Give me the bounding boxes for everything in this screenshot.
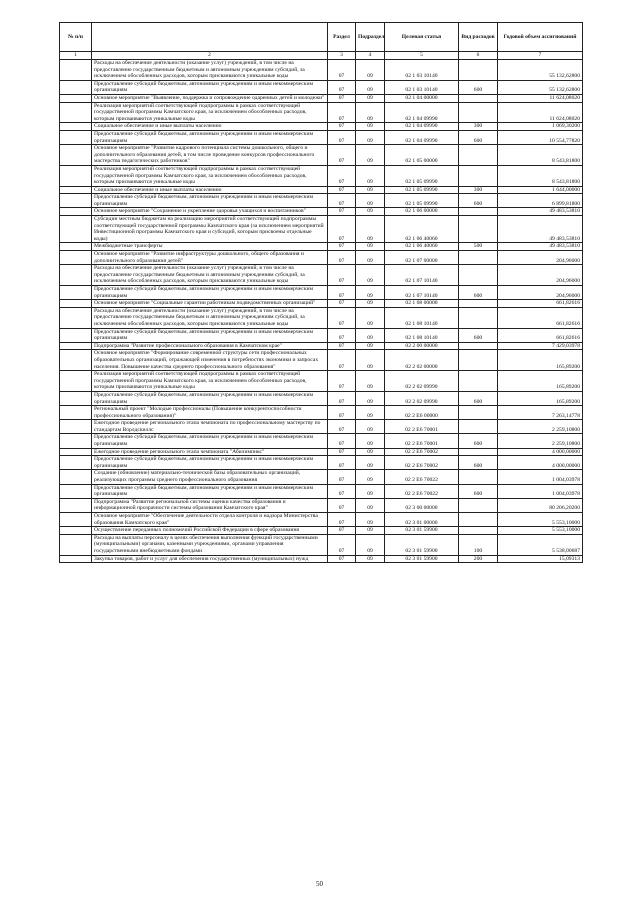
row-podrazdel: 09 bbox=[356, 80, 385, 94]
row-number-cell bbox=[60, 434, 92, 448]
row-number-cell bbox=[60, 456, 92, 470]
row-podrazdel: 09 bbox=[356, 498, 385, 512]
row-razdel: 07 bbox=[328, 145, 356, 166]
row-podrazdel: 09 bbox=[356, 342, 385, 350]
row-vid bbox=[459, 60, 498, 81]
header-name bbox=[92, 23, 328, 52]
row-razdel: 07 bbox=[328, 434, 356, 448]
row-vid bbox=[459, 527, 498, 535]
row-number-cell bbox=[60, 216, 92, 243]
row-amount: 7 429,03978 bbox=[498, 342, 583, 350]
row-number-cell bbox=[60, 80, 92, 94]
header-statya: Целевая статья bbox=[385, 23, 459, 52]
row-amount: 7 263,14778 bbox=[498, 406, 583, 420]
row-podrazdel: 09 bbox=[356, 391, 385, 405]
table-row bbox=[60, 286, 583, 300]
row-name: Реализация мероприятий соответствующей подпрограммы в рамках соответствующей государственной программы Камчатского края, за исключением обособленных расходов, которым присваиваются уникальные коды bbox=[92, 102, 328, 123]
column-number: 5 bbox=[385, 52, 459, 60]
table-row bbox=[60, 94, 583, 102]
row-statya: 02 2 E6 70001 bbox=[385, 420, 459, 434]
row-statya: 02 2 02 09990 bbox=[385, 371, 459, 392]
row-razdel: 07 bbox=[328, 80, 356, 94]
row-name: Предоставление субсидий бюджетным, автономным учреждениям и иным некоммерческим организациям bbox=[92, 286, 328, 300]
row-razdel: 07 bbox=[328, 186, 356, 194]
row-name: Предоставление субсидий бюджетным, автономным учреждениям и иным некоммерческим организациям bbox=[92, 456, 328, 470]
row-vid: 600 bbox=[459, 456, 498, 470]
row-razdel: 07 bbox=[328, 300, 356, 308]
table-row bbox=[60, 186, 583, 194]
row-podrazdel: 09 bbox=[356, 216, 385, 243]
row-statya: 02 3 00 00000 bbox=[385, 498, 459, 512]
row-razdel: 07 bbox=[328, 534, 356, 555]
row-name: Предоставление субсидий бюджетным, автономным учреждениям и иным некоммерческим организациям bbox=[92, 391, 328, 405]
table-row bbox=[60, 527, 583, 535]
row-amount: 11 624,08020 bbox=[498, 94, 583, 102]
row-vid bbox=[459, 342, 498, 350]
row-number-cell bbox=[60, 102, 92, 123]
row-statya: 02 2 E6 70002 bbox=[385, 456, 459, 470]
row-statya: 02 1 04 09990 bbox=[385, 130, 459, 144]
row-amount: 204,96000 bbox=[498, 251, 583, 265]
row-podrazdel: 09 bbox=[356, 513, 385, 527]
row-name: Закупка товаров, работ и услуг для обеспечения государственных (муниципальных) нужд bbox=[92, 555, 328, 563]
row-podrazdel: 09 bbox=[356, 194, 385, 208]
row-podrazdel: 09 bbox=[356, 243, 385, 251]
row-podrazdel: 09 bbox=[356, 555, 385, 563]
table-row bbox=[60, 300, 583, 308]
row-number-cell bbox=[60, 300, 92, 308]
row-number-cell bbox=[60, 243, 92, 251]
row-number-cell bbox=[60, 371, 92, 392]
row-amount: 661,82616 bbox=[498, 300, 583, 308]
row-vid: 600 bbox=[459, 434, 498, 448]
row-statya: 02 1 06 40060 bbox=[385, 243, 459, 251]
table-row bbox=[60, 251, 583, 265]
budget-table bbox=[59, 22, 583, 563]
row-amount: 1 004,03978 bbox=[498, 470, 583, 484]
row-name: Основное мероприятие "Обеспечение деятельности отдела контроля и надзора Министерства образования Камчатского края" bbox=[92, 513, 328, 527]
row-amount: 8 543,81800 bbox=[498, 165, 583, 186]
column-number: 4 bbox=[356, 52, 385, 60]
row-number-cell bbox=[60, 194, 92, 208]
row-razdel: 07 bbox=[328, 484, 356, 498]
row-amount: 165,89200 bbox=[498, 391, 583, 405]
row-name: Расходы на обеспечение деятельности (оказание услуг) учреждений, в том числе на предоставление государственным бюджетным и автономным учреждениям субсидий, за исключением обособленных расходов, которым присваиваются уникальные коды bbox=[92, 307, 328, 328]
table-row bbox=[60, 420, 583, 434]
row-amount: 49 483,53810 bbox=[498, 216, 583, 243]
row-vid bbox=[459, 513, 498, 527]
row-podrazdel: 09 bbox=[356, 307, 385, 328]
row-amount: 55 132,62800 bbox=[498, 80, 583, 94]
row-vid: 600 bbox=[459, 328, 498, 342]
row-name: Предоставление субсидий бюджетным, автономным учреждениям и иным некоммерческим организациям bbox=[92, 484, 328, 498]
row-vid bbox=[459, 406, 498, 420]
table-row bbox=[60, 484, 583, 498]
row-razdel: 07 bbox=[328, 391, 356, 405]
row-number-cell bbox=[60, 286, 92, 300]
table-row bbox=[60, 208, 583, 216]
row-statya: 02 2 E6 00000 bbox=[385, 406, 459, 420]
row-razdel: 07 bbox=[328, 342, 356, 350]
row-razdel: 07 bbox=[328, 251, 356, 265]
row-podrazdel: 09 bbox=[356, 251, 385, 265]
row-razdel: 07 bbox=[328, 165, 356, 186]
row-number-cell bbox=[60, 123, 92, 131]
table-row bbox=[60, 60, 583, 81]
row-statya: 02 1 05 09990 bbox=[385, 186, 459, 194]
row-vid bbox=[459, 265, 498, 286]
row-vid bbox=[459, 165, 498, 186]
row-vid bbox=[459, 448, 498, 456]
table-row bbox=[60, 448, 583, 456]
row-statya: 02 2 E6 70022 bbox=[385, 484, 459, 498]
row-amount: 2 259,10800 bbox=[498, 434, 583, 448]
row-number-cell bbox=[60, 251, 92, 265]
row-amount: 10 554,77820 bbox=[498, 130, 583, 144]
row-podrazdel: 09 bbox=[356, 534, 385, 555]
row-name: Осуществление переданных полномочий Российской Федерации в сфере образования bbox=[92, 527, 328, 535]
row-name: Основное мероприятие "Сохранение и укрепление здоровья учащихся и воспитанников" bbox=[92, 208, 328, 216]
row-vid: 300 bbox=[459, 123, 498, 131]
row-podrazdel: 09 bbox=[356, 186, 385, 194]
row-razdel: 07 bbox=[328, 102, 356, 123]
row-razdel: 07 bbox=[328, 265, 356, 286]
row-podrazdel: 09 bbox=[356, 165, 385, 186]
row-number-cell bbox=[60, 470, 92, 484]
row-podrazdel: 09 bbox=[356, 484, 385, 498]
row-name: Региональный проект "Молодые профессионалы (Повышение конкурентоспособности профессионального образования)" bbox=[92, 406, 328, 420]
row-number-cell bbox=[60, 208, 92, 216]
table-row bbox=[60, 165, 583, 186]
row-vid: 600 bbox=[459, 80, 498, 94]
row-statya: 02 2 E6 70022 bbox=[385, 470, 459, 484]
row-name: Основное мероприятие "Выявление, поддержка и сопровождение одаренных детей и молодежи" bbox=[92, 94, 328, 102]
row-podrazdel: 09 bbox=[356, 130, 385, 144]
table-row bbox=[60, 123, 583, 131]
row-podrazdel: 09 bbox=[356, 406, 385, 420]
row-podrazdel: 09 bbox=[356, 328, 385, 342]
row-razdel: 07 bbox=[328, 60, 356, 81]
row-number-cell bbox=[60, 60, 92, 81]
row-statya: 02 1 04 00000 bbox=[385, 94, 459, 102]
row-amount: 204,96000 bbox=[498, 286, 583, 300]
column-number-row bbox=[60, 52, 583, 60]
row-amount: 5 553,10000 bbox=[498, 527, 583, 535]
row-name: Основное мероприятие "Развитие инфраструктуры дошкольного, общего образования и дополнительного образования детей" bbox=[92, 251, 328, 265]
row-number-cell bbox=[60, 265, 92, 286]
row-statya: 02 3 01 59900 bbox=[385, 534, 459, 555]
table-row bbox=[60, 265, 583, 286]
table-row bbox=[60, 434, 583, 448]
table-row bbox=[60, 534, 583, 555]
row-amount: 1 069,30200 bbox=[498, 123, 583, 131]
row-name: Предоставление субсидий бюджетным, автономным учреждениям и иным некоммерческим организациям bbox=[92, 80, 328, 94]
row-amount: 49 483,53810 bbox=[498, 208, 583, 216]
table-row bbox=[60, 328, 583, 342]
row-statya: 02 3 01 59900 bbox=[385, 555, 459, 563]
row-vid bbox=[459, 102, 498, 123]
row-vid: 500 bbox=[459, 243, 498, 251]
table-row bbox=[60, 307, 583, 328]
row-razdel: 07 bbox=[328, 307, 356, 328]
row-number-cell bbox=[60, 328, 92, 342]
table-row bbox=[60, 513, 583, 527]
row-podrazdel: 09 bbox=[356, 434, 385, 448]
row-vid: 600 bbox=[459, 130, 498, 144]
row-podrazdel: 09 bbox=[356, 420, 385, 434]
row-podrazdel: 09 bbox=[356, 94, 385, 102]
row-number-cell bbox=[60, 186, 92, 194]
row-number-cell bbox=[60, 448, 92, 456]
row-number-cell bbox=[60, 94, 92, 102]
row-name: Реализация мероприятий соответствующей подпрограммы в рамках соответствующей государственной программы Камчатского края, за исключением обособленных расходов, которым присваиваются уникальные коды bbox=[92, 371, 328, 392]
row-name: Социальное обеспечение и иные выплаты населению bbox=[92, 123, 328, 131]
row-number-cell bbox=[60, 145, 92, 166]
table-row bbox=[60, 498, 583, 512]
row-statya: 02 1 06 00000 bbox=[385, 208, 459, 216]
row-name: Субсидии местным бюджетам на реализацию мероприятий соответствующей подпрограммы соответствующей государственной программы Камчатского края (за исключением мероприятий Инвестиционной программы Камчатского края и субсидий, которым присвоены отдельные коды) bbox=[92, 216, 328, 243]
row-statya: 02 1 03 10140 bbox=[385, 60, 459, 81]
column-number: 7 bbox=[498, 52, 583, 60]
row-number-cell bbox=[60, 307, 92, 328]
row-statya: 02 1 08 00000 bbox=[385, 300, 459, 308]
row-razdel: 07 bbox=[328, 527, 356, 535]
table-row bbox=[60, 102, 583, 123]
table-row bbox=[60, 216, 583, 243]
row-podrazdel: 09 bbox=[356, 350, 385, 371]
row-amount: 165,89200 bbox=[498, 371, 583, 392]
row-podrazdel: 09 bbox=[356, 208, 385, 216]
row-number-cell bbox=[60, 534, 92, 555]
row-number-cell bbox=[60, 513, 92, 527]
row-vid bbox=[459, 470, 498, 484]
row-vid bbox=[459, 300, 498, 308]
row-statya: 02 2 00 00000 bbox=[385, 342, 459, 350]
row-podrazdel: 09 bbox=[356, 448, 385, 456]
row-podrazdel: 09 bbox=[356, 60, 385, 81]
row-name: Подпрограмма "Развитие профессионального образования в Камчатском крае" bbox=[92, 342, 328, 350]
table-row bbox=[60, 555, 583, 563]
row-razdel: 07 bbox=[328, 208, 356, 216]
row-amount: 2 259,10800 bbox=[498, 420, 583, 434]
table-row bbox=[60, 371, 583, 392]
row-razdel: 07 bbox=[328, 328, 356, 342]
row-podrazdel: 09 bbox=[356, 102, 385, 123]
row-amount: 11 624,08020 bbox=[498, 102, 583, 123]
row-amount: 8 543,81800 bbox=[498, 145, 583, 166]
row-vid bbox=[459, 216, 498, 243]
row-podrazdel: 09 bbox=[356, 470, 385, 484]
page-number: 50 bbox=[316, 880, 323, 888]
row-podrazdel: 09 bbox=[356, 527, 385, 535]
row-number-cell bbox=[60, 555, 92, 563]
row-podrazdel: 09 bbox=[356, 300, 385, 308]
row-vid bbox=[459, 420, 498, 434]
row-vid: 600 bbox=[459, 484, 498, 498]
row-amount: 1 644,00000 bbox=[498, 186, 583, 194]
row-podrazdel: 09 bbox=[356, 265, 385, 286]
row-razdel: 07 bbox=[328, 94, 356, 102]
row-statya: 02 1 07 10140 bbox=[385, 265, 459, 286]
row-statya: 02 1 05 09990 bbox=[385, 165, 459, 186]
row-statya: 02 1 08 10140 bbox=[385, 328, 459, 342]
row-vid bbox=[459, 371, 498, 392]
row-statya: 02 1 05 09990 bbox=[385, 194, 459, 208]
table-row bbox=[60, 391, 583, 405]
row-statya: 02 1 05 00000 bbox=[385, 145, 459, 166]
row-podrazdel: 09 bbox=[356, 123, 385, 131]
row-name: Расходы на обеспечение деятельности (оказание услуг) учреждений, в том числе на предоставление государственным бюджетным и автономным учреждениям субсидий, за исключением обособленных расходов, которым присваиваются уникальные коды bbox=[92, 265, 328, 286]
row-razdel: 07 bbox=[328, 470, 356, 484]
row-number-cell bbox=[60, 498, 92, 512]
row-name: Предоставление субсидий бюджетным, автономным учреждениям и иным некоммерческим организациям bbox=[92, 328, 328, 342]
row-razdel: 07 bbox=[328, 194, 356, 208]
row-podrazdel: 09 bbox=[356, 371, 385, 392]
table-row bbox=[60, 456, 583, 470]
row-number-cell bbox=[60, 130, 92, 144]
row-number-cell bbox=[60, 420, 92, 434]
table-row bbox=[60, 80, 583, 94]
row-vid: 600 bbox=[459, 286, 498, 300]
row-razdel: 07 bbox=[328, 123, 356, 131]
column-number: 6 bbox=[459, 52, 498, 60]
row-name: Основное мероприятие "Социальные гарантии работникам подведомственных организаций" bbox=[92, 300, 328, 308]
table-row bbox=[60, 342, 583, 350]
row-name: Реализация мероприятий соответствующей подпрограммы в рамках соответствующей государственной программы Камчатского края, за исключением обособленных расходов, которым присваиваются уникальные коды bbox=[92, 165, 328, 186]
row-name: Ежегодное проведение регионального этапа чемпионата по профессиональному мастерству по стандартам Ворлдскиллс bbox=[92, 420, 328, 434]
row-name: Предоставление субсидий бюджетным, автономным учреждениям и иным некоммерческим организациям bbox=[92, 130, 328, 144]
header-vid: Вид расходов bbox=[459, 23, 498, 52]
row-razdel: 07 bbox=[328, 130, 356, 144]
row-razdel: 07 bbox=[328, 448, 356, 456]
row-statya: 02 1 08 10140 bbox=[385, 307, 459, 328]
row-statya: 02 2 02 09990 bbox=[385, 391, 459, 405]
row-name: Расходы на обеспечение деятельности (оказание услуг) учреждений, в том числе на предоставление государственным бюджетным и автономным учреждениям субсидий, за исключением обособленных расходов, которым присваиваются уникальные коды bbox=[92, 60, 328, 81]
row-vid: 600 bbox=[459, 391, 498, 405]
row-amount: 6 899,81800 bbox=[498, 194, 583, 208]
row-vid: 100 bbox=[459, 534, 498, 555]
row-amount: 5 538,00687 bbox=[498, 534, 583, 555]
table-row bbox=[60, 130, 583, 144]
row-amount: 165,89200 bbox=[498, 350, 583, 371]
header-podrazdel: Подраздел bbox=[356, 23, 385, 52]
row-number-cell bbox=[60, 342, 92, 350]
row-vid bbox=[459, 350, 498, 371]
row-razdel: 07 bbox=[328, 555, 356, 563]
row-name: Создание (обновление) материально-технической базы образовательных организаций, реализующих программы среднего профессионального образования bbox=[92, 470, 328, 484]
row-number-cell bbox=[60, 484, 92, 498]
row-statya: 02 2 E6 70001 bbox=[385, 434, 459, 448]
row-name: Предоставление субсидий бюджетным, автономным учреждениям и иным некоммерческим организациям bbox=[92, 434, 328, 448]
row-statya: 02 1 06 40060 bbox=[385, 216, 459, 243]
row-number-cell bbox=[60, 165, 92, 186]
table-row bbox=[60, 406, 583, 420]
row-razdel: 07 bbox=[328, 406, 356, 420]
row-razdel: 07 bbox=[328, 498, 356, 512]
row-name: Межбюджетные трансферты bbox=[92, 243, 328, 251]
row-number-cell bbox=[60, 406, 92, 420]
header-razdel: Раздел bbox=[328, 23, 356, 52]
row-razdel: 07 bbox=[328, 420, 356, 434]
row-name: Основное мероприятие "Формирование современной структуры сети профессиональных образовательных организаций, отражающей изменения в потребностях экономики и запросах населения. Повышение качества среднего профессионального образования" bbox=[92, 350, 328, 371]
row-statya: 02 3 01 00000 bbox=[385, 513, 459, 527]
row-statya: 02 1 04 09990 bbox=[385, 123, 459, 131]
column-number: 1 bbox=[60, 52, 92, 60]
row-vid: 600 bbox=[459, 194, 498, 208]
row-vid bbox=[459, 498, 498, 512]
table-row bbox=[60, 243, 583, 251]
row-name: Социальное обеспечение и иные выплаты населению bbox=[92, 186, 328, 194]
row-vid bbox=[459, 208, 498, 216]
row-razdel: 07 bbox=[328, 243, 356, 251]
row-podrazdel: 09 bbox=[356, 456, 385, 470]
header-number: № п/п bbox=[60, 23, 92, 52]
row-razdel: 07 bbox=[328, 216, 356, 243]
row-vid bbox=[459, 251, 498, 265]
row-amount: 661,82616 bbox=[498, 328, 583, 342]
table-header-row bbox=[60, 23, 583, 52]
row-razdel: 07 bbox=[328, 350, 356, 371]
row-amount: 1 004,03978 bbox=[498, 484, 583, 498]
row-razdel: 07 bbox=[328, 456, 356, 470]
row-amount: 204,96000 bbox=[498, 265, 583, 286]
row-statya: 02 3 01 59900 bbox=[385, 527, 459, 535]
row-podrazdel: 09 bbox=[356, 145, 385, 166]
row-vid: 200 bbox=[459, 555, 498, 563]
row-razdel: 07 bbox=[328, 286, 356, 300]
row-name: Предоставление субсидий бюджетным, автономным учреждениям и иным некоммерческим организациям bbox=[92, 194, 328, 208]
row-statya: 02 2 02 00000 bbox=[385, 350, 459, 371]
row-amount: 80 206,20200 bbox=[498, 498, 583, 512]
table-row bbox=[60, 470, 583, 484]
row-name: Ежегодное проведение регионального этапа чемпионата "Абилимпикс" bbox=[92, 448, 328, 456]
row-statya: 02 1 07 00000 bbox=[385, 251, 459, 265]
row-razdel: 07 bbox=[328, 371, 356, 392]
row-number-cell bbox=[60, 391, 92, 405]
row-statya: 02 2 E6 70002 bbox=[385, 448, 459, 456]
row-amount: 55 132,62800 bbox=[498, 60, 583, 81]
table-row bbox=[60, 350, 583, 371]
row-amount: 4 000,00000 bbox=[498, 456, 583, 470]
table-row bbox=[60, 145, 583, 166]
row-statya: 02 1 04 09990 bbox=[385, 102, 459, 123]
row-name: Основное мероприятие "Развитие кадрового потенциала системы дошкольного, общего и дополнительного образования детей, в том числе проведение конкурсов профессионального мастерства педагогических работников" bbox=[92, 145, 328, 166]
row-razdel: 07 bbox=[328, 513, 356, 527]
row-amount: 15,09313 bbox=[498, 555, 583, 563]
row-vid: 300 bbox=[459, 186, 498, 194]
table-row bbox=[60, 194, 583, 208]
row-vid bbox=[459, 145, 498, 166]
row-name: Подпрограмма "Развитие региональной системы оценки качества образования и информационной прозрачности системы образования Камчатского края" bbox=[92, 498, 328, 512]
row-statya: 02 1 03 10140 bbox=[385, 80, 459, 94]
row-amount: 49 483,53810 bbox=[498, 243, 583, 251]
row-name: Расходы на выплаты персоналу в целях обеспечения выполнения функций государственными (муниципальными) органами, казенными учреждениями, органами управления государственными внебюджетными фондами bbox=[92, 534, 328, 555]
row-statya: 02 1 07 10140 bbox=[385, 286, 459, 300]
row-amount: 5 553,10000 bbox=[498, 513, 583, 527]
row-podrazdel: 09 bbox=[356, 286, 385, 300]
column-number: 3 bbox=[328, 52, 356, 60]
row-number-cell bbox=[60, 350, 92, 371]
row-vid bbox=[459, 94, 498, 102]
row-amount: 4 000,00000 bbox=[498, 448, 583, 456]
table-body bbox=[60, 60, 583, 563]
column-number: 2 bbox=[92, 52, 328, 60]
row-number-cell bbox=[60, 527, 92, 535]
row-amount: 661,82616 bbox=[498, 307, 583, 328]
row-vid bbox=[459, 307, 498, 328]
header-amount: Годовой объем ассигнований bbox=[498, 23, 583, 52]
